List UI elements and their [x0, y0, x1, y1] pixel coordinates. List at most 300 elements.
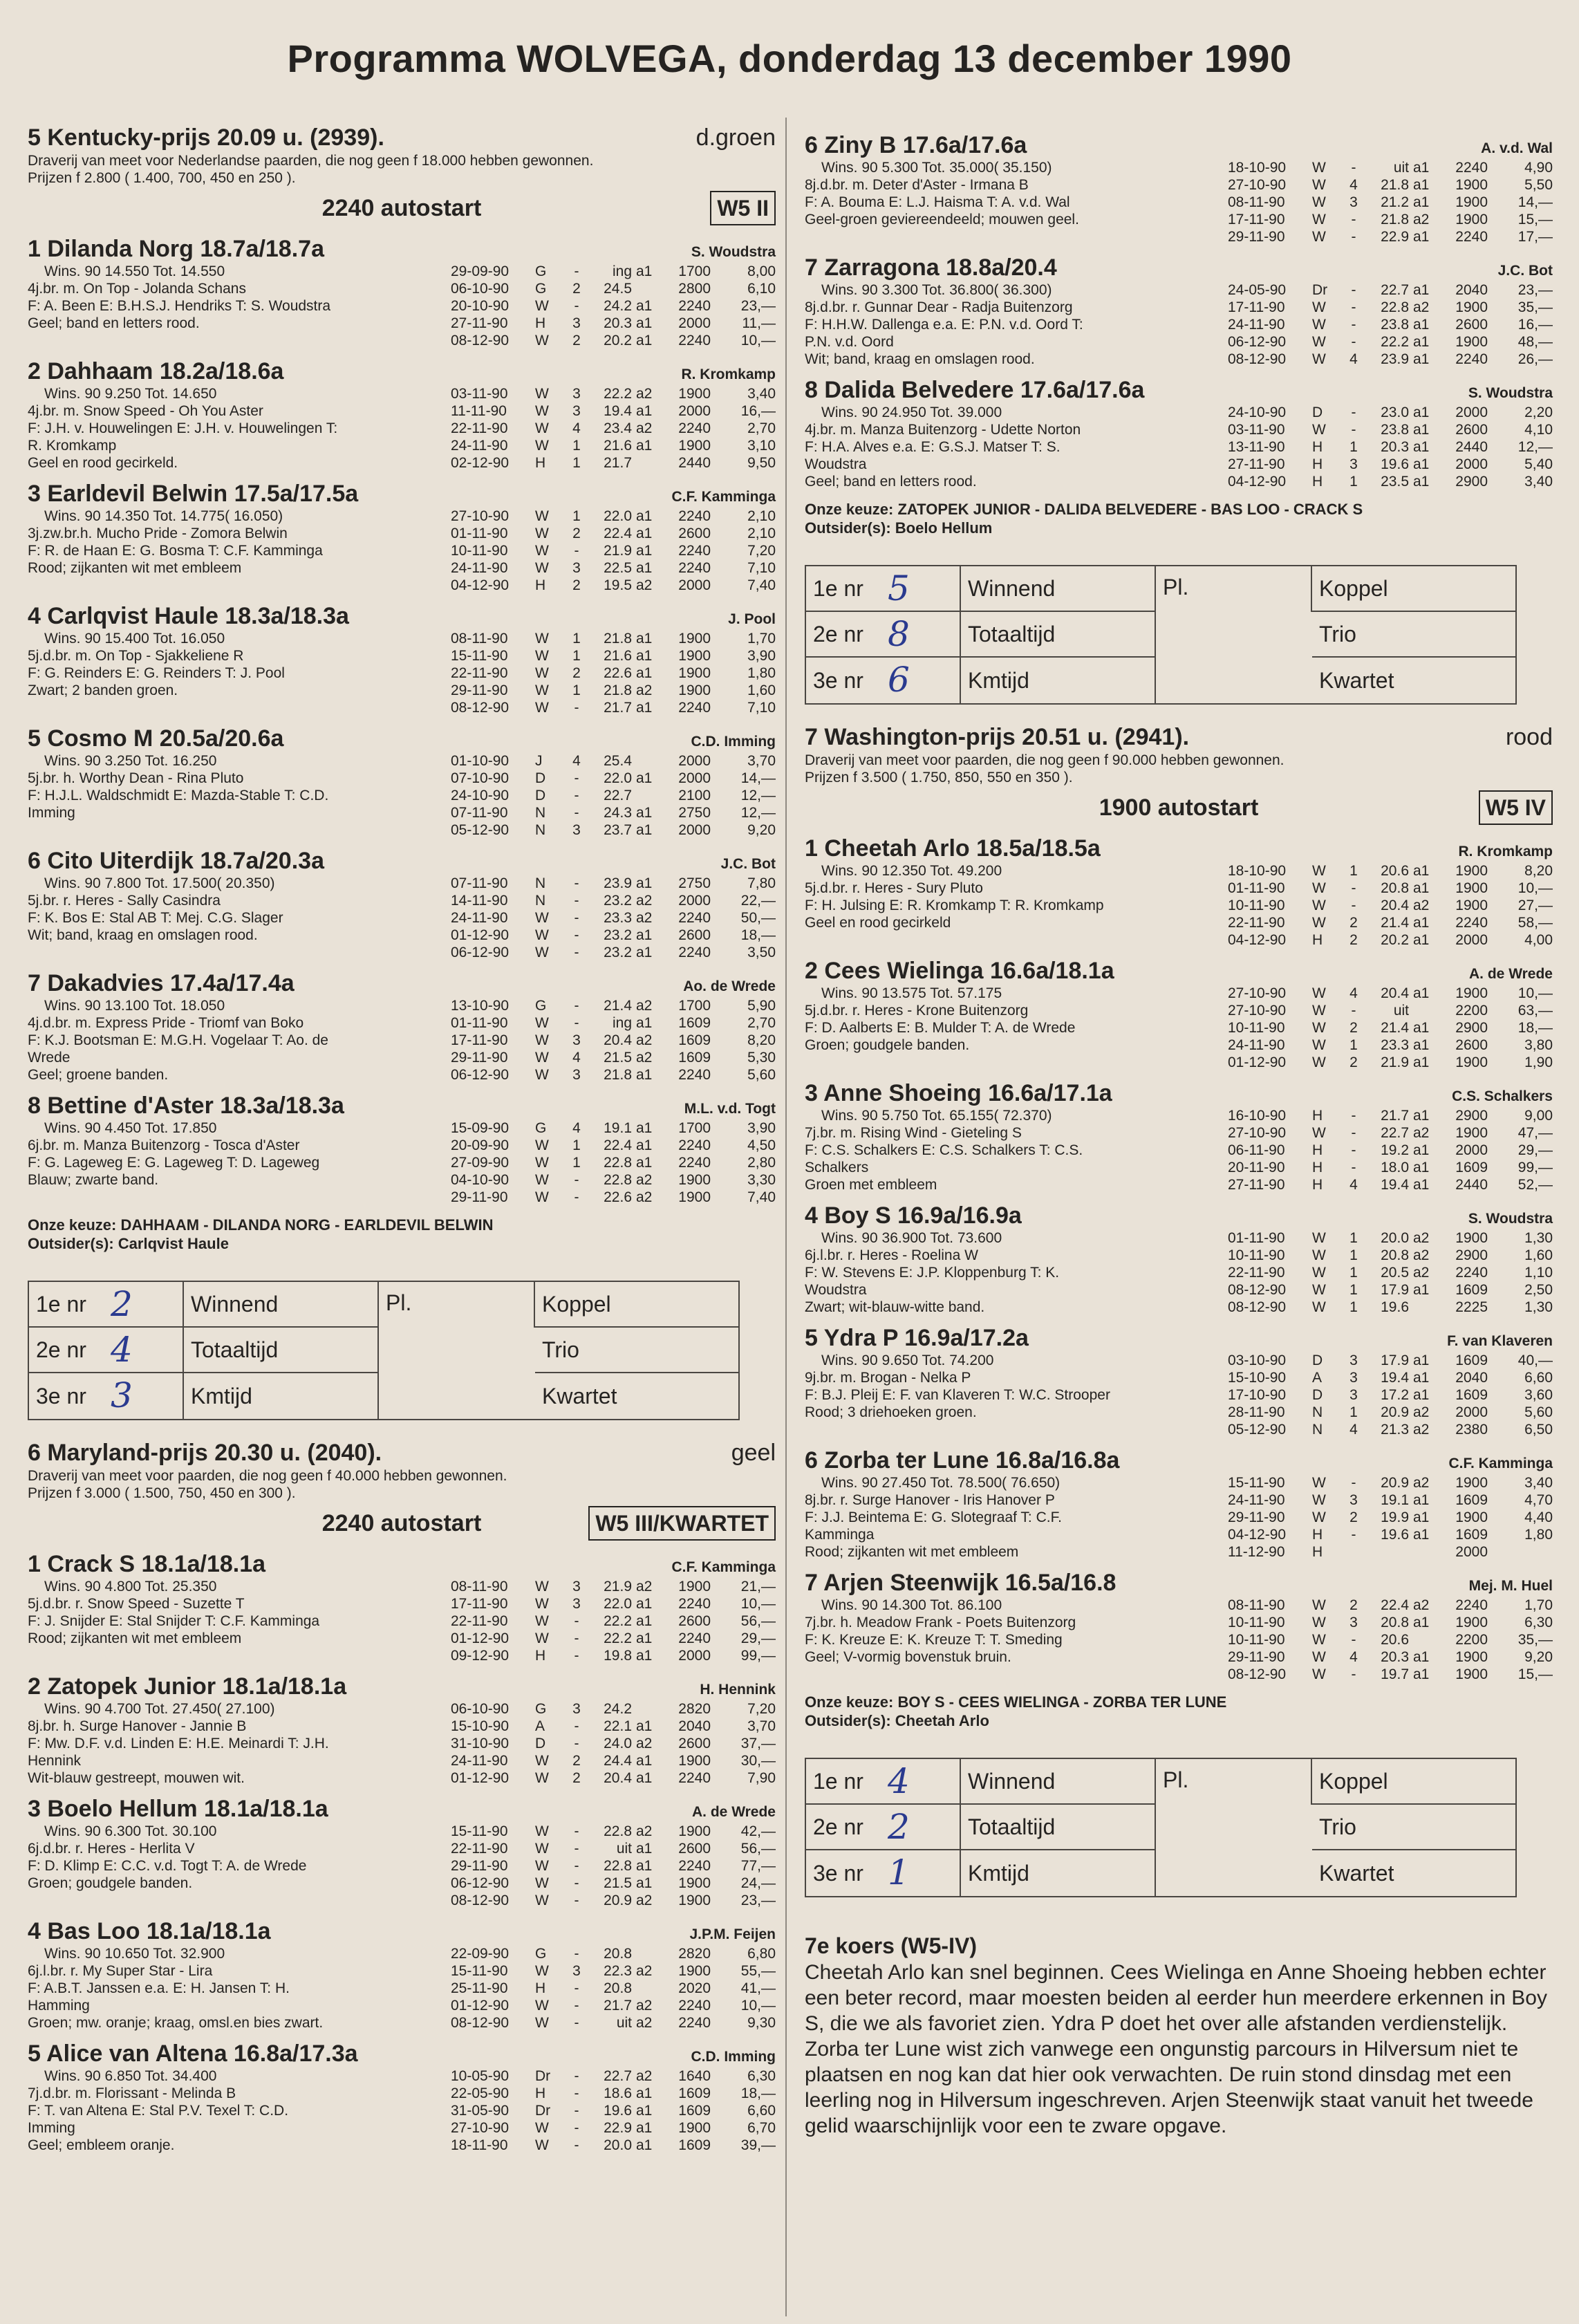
horse-info-line: Wins. 90 3.300 Tot. 36.800( 36.300)	[821, 282, 1052, 298]
race-cell: 19.1	[604, 1120, 632, 1136]
race-cell: 22.0	[604, 508, 632, 524]
race-row	[451, 1892, 776, 1909]
race-cell: a2	[1413, 1597, 1430, 1613]
race-cell: 2020	[678, 1980, 711, 1996]
race-cell: -	[1351, 229, 1356, 245]
horse-entry	[805, 1324, 1553, 1438]
race-cell: W	[535, 945, 549, 960]
result-kwartet-label: Kwartet	[542, 1383, 617, 1409]
horse-info	[805, 862, 1192, 949]
race-row	[451, 1049, 776, 1066]
race-cell: 9,20	[1524, 1649, 1553, 1665]
race-cell: 21.4	[1381, 1020, 1409, 1036]
race-cell: W	[535, 543, 549, 559]
race-cell: H	[1312, 456, 1323, 472]
race-row	[451, 1066, 776, 1084]
race-cell: 1	[1349, 439, 1358, 455]
horse-entry	[28, 357, 776, 472]
horse-info-line: Wins. 90 14.300 Tot. 86.100	[821, 1597, 1002, 1613]
horse-info-line: Imming	[28, 2120, 75, 2136]
race-cell	[1413, 1299, 1443, 1316]
horse-info-line: Geel; band en letters rood.	[805, 474, 977, 490]
horse-info-line: Wins. 90 4.800 Tot. 25.350	[44, 1579, 217, 1595]
race-cell: 10-11-90	[1228, 1020, 1285, 1036]
race-cell: 04-12-90	[451, 577, 510, 593]
race-cell: 15-11-90	[451, 648, 508, 664]
horse-info-line: F: K.J. Bootsman E: M.G.H. Vogelaar T: Ao. de	[28, 1032, 328, 1048]
race-cell: a2	[1413, 299, 1430, 315]
race-cell: 99,—	[740, 1648, 776, 1664]
horse-body	[805, 281, 1553, 368]
race-row	[1228, 333, 1553, 351]
race-cell: 24-10-90	[1228, 405, 1287, 420]
place-label-text: 1e nr	[813, 575, 863, 601]
horse-info-line: Wit; band, kraag en omslagen rood.	[28, 927, 258, 943]
race-cell: -	[1351, 1666, 1356, 1682]
race-history	[1228, 985, 1553, 1071]
race-cell: G	[535, 1120, 547, 1136]
race-cell: 22.2	[604, 1613, 632, 1629]
race-cell: 19.6	[1381, 456, 1409, 472]
race-cell: 35,—	[1517, 299, 1553, 315]
horse-body	[28, 630, 776, 716]
horse-info-line: Groen; mw. oranje; kraag, omsl.en bies zwart.	[28, 2015, 324, 2031]
race-cell: W	[535, 1858, 549, 1874]
race-cell: -	[574, 1736, 579, 1751]
race-cell: W	[535, 1032, 549, 1048]
race-cell: 1700	[678, 263, 711, 279]
race-cell: N	[535, 805, 546, 821]
horse-trainer: C.F. Kamminga	[671, 489, 776, 505]
race-cell: a1	[1413, 1509, 1430, 1525]
result-kmtijd-label: Kmtijd	[184, 1373, 379, 1419]
race-cell: a1	[636, 822, 653, 838]
race-cell: 2	[572, 281, 581, 297]
horse-info-line: F: A. Been E: B.H.S.J. Hendriks T: S. Woudstra	[28, 298, 331, 314]
race-cell: 1609	[678, 1050, 711, 1066]
horse-info	[28, 1823, 415, 1909]
horse-title: 1 Dilanda Norg 18.7a/18.7a	[28, 236, 324, 262]
horse-info	[805, 1474, 1192, 1561]
race-cell: W	[535, 648, 549, 664]
horse-info-line: Wins. 90 5.750 Tot. 65.155( 72.370)	[821, 1108, 1052, 1124]
race-history	[1228, 1107, 1553, 1193]
race-cell: 2,10	[747, 508, 776, 524]
race-cell: W	[535, 682, 549, 698]
race-cell: 5,40	[1524, 456, 1553, 472]
horse-header	[28, 1673, 776, 1700]
result-koppel-label: Koppel	[535, 1282, 740, 1328]
horse-entry	[805, 1447, 1553, 1561]
horse-entry	[805, 835, 1553, 949]
race-cell: 1609	[678, 2137, 711, 2153]
race-cell	[1488, 1543, 1553, 1561]
horse-entry	[28, 1092, 776, 1206]
handwritten-number: 1	[888, 1852, 910, 1893]
race-cell: 2000	[678, 822, 711, 838]
race-cell: -	[574, 1858, 579, 1874]
race-cell: 22.8	[1381, 299, 1409, 315]
race-cell: 11-12-90	[1228, 1544, 1285, 1560]
race-cell: 2600	[678, 1736, 711, 1751]
horse-body	[28, 1700, 776, 1787]
race-cell: 1900	[1455, 1230, 1488, 1246]
race-cell: 20.4	[604, 1770, 632, 1786]
race-cell: W	[1312, 160, 1326, 176]
race-cell: 1609	[678, 2085, 711, 2101]
race-cell: -	[1351, 334, 1356, 350]
race-cell: N	[1312, 1404, 1323, 1420]
race-cell: a1	[636, 1630, 653, 1646]
race-cell: a1	[636, 526, 653, 541]
race-cell: 21.8	[1381, 177, 1409, 193]
horse-header	[28, 1795, 776, 1823]
race-cell: N	[535, 875, 546, 891]
race-cell: 17-11-90	[1228, 299, 1285, 315]
race-row	[1228, 211, 1553, 228]
horse-info-line: Schalkers	[805, 1160, 869, 1175]
race-row	[451, 420, 776, 437]
race-cell: a1	[1413, 1666, 1430, 1682]
analysis-text: Cheetah Arlo kan snel beginnen. Cees Wielinga en Anne Shoeing hebben echter een beter record, maar moesten beiden al eerder hun meerdere erkennen in Boy S, die we als favoriet zien. Ydra P doet het over alle afstanden verdienstelijk. Zorba ter Lune wist zich vanwege een ongunstig parcours in Hilversum niet te plaatsen en nog kan dat hier ook verwachten. De ruin stond dinsdag met een leerling nog in Hilversum ingeschreven. Arjen Steenwijk staat vanuit het tweede gelid waarschijnlijk voor een te zware opgave.	[805, 1961, 1547, 2137]
race-cell: 1900	[1455, 299, 1488, 315]
race-cell: 22.7	[1381, 282, 1409, 298]
race-cell: 2240	[1455, 915, 1488, 931]
race-cell: 5,60	[1524, 1404, 1553, 1420]
horse-info-line: F: G. Reinders E: G. Reinders T: J. Pool	[28, 665, 285, 681]
race-cell: 2440	[1455, 1177, 1488, 1193]
race-cell: -	[1351, 1475, 1356, 1491]
handwritten-number: 4	[888, 1761, 910, 1801]
race-cell: 22.4	[604, 526, 632, 541]
race-cell: 47,—	[1517, 1125, 1553, 1141]
race-cell: a1	[1413, 317, 1430, 333]
race-cell: 41,—	[740, 1980, 776, 1996]
race-cell: 15-11-90	[451, 1823, 508, 1839]
race-cell: 3	[572, 315, 581, 331]
horse-info-line: 6j.l.br. r. My Super Star - Lira	[28, 1963, 213, 1979]
race-cell: a1	[1413, 915, 1430, 931]
race-cell: 7,10	[747, 560, 776, 576]
horse-info-line: 5j.d.br. r. Heres - Sury Pluto	[805, 880, 983, 896]
race-row	[1228, 1491, 1553, 1509]
race-history	[1228, 404, 1553, 490]
horse-info-line: 6j.d.br. r. Heres - Herlita V	[28, 1841, 195, 1857]
race-cell: 1609	[678, 2103, 711, 2119]
race-cell: 22.2	[1381, 334, 1409, 350]
race-cell: 1900	[678, 1189, 711, 1205]
horse-info-line: Rood; zijkanten wit met embleem	[805, 1544, 1019, 1560]
horse-info-line: Wit; band, kraag en omslagen rood.	[805, 351, 1035, 367]
race-cell: 20.2	[1381, 932, 1409, 948]
horse-header	[28, 357, 776, 385]
race-cell: 06-10-90	[451, 1701, 510, 1717]
race-cell: 19.6	[604, 2103, 632, 2119]
handwritten-number: 2	[111, 1284, 133, 1324]
race-cell: 10-11-90	[1228, 1632, 1285, 1648]
race-cell: 22.0	[604, 770, 632, 786]
race-cell: a2	[1413, 1404, 1430, 1420]
race-cell: -	[574, 1875, 579, 1891]
race-cell: 24-10-90	[451, 788, 510, 803]
horse-info-line: 7j.br. m. Rising Wind - Gieteling S	[805, 1125, 1022, 1141]
race-cell: 10,—	[740, 333, 776, 348]
race-cell: 01-12-90	[451, 1770, 510, 1786]
horse-info	[28, 1119, 415, 1206]
race-cell: 6,70	[747, 2120, 776, 2136]
race-cell: 29-11-90	[451, 682, 508, 698]
race-cell: 1609	[1455, 1492, 1488, 1508]
race-cell: 23,—	[740, 1893, 776, 1908]
race-cell: 24-11-90	[451, 438, 508, 454]
race-cell: 10,—	[1517, 985, 1553, 1001]
horse-header	[28, 969, 776, 997]
race-cell: a1	[636, 700, 653, 716]
race-cell: W	[1312, 422, 1326, 438]
race-row	[1228, 1597, 1553, 1614]
race-cell: 08-12-90	[451, 333, 510, 348]
result-kwartet-label: Kwartet	[1319, 1860, 1394, 1886]
result-place-label	[806, 1850, 961, 1896]
horse-entry	[28, 480, 776, 594]
race-cell: 13-10-90	[451, 998, 510, 1014]
horse-body	[28, 1945, 776, 2032]
race-cell: 24.2	[604, 298, 632, 314]
race-cell: W	[1312, 1597, 1326, 1613]
horse-entry	[805, 1202, 1553, 1316]
race-cell: a1	[636, 1067, 653, 1083]
race-cell: 20.9	[1381, 1404, 1409, 1420]
race-cell: 39,—	[740, 2137, 776, 2153]
race-cell: W	[535, 298, 549, 314]
result-place-label	[29, 1373, 184, 1419]
race-cell: 2440	[678, 455, 711, 471]
race-cell: W	[1312, 1020, 1326, 1036]
race-cell: 03-11-90	[451, 386, 508, 402]
horse-info	[28, 508, 415, 594]
race-heading	[805, 723, 1553, 752]
race-cell: uit	[1393, 1003, 1409, 1019]
result-place-label	[806, 1759, 961, 1805]
race-cell: 3	[572, 1032, 581, 1048]
race-cell: 3,50	[747, 945, 776, 960]
race-cell: a1	[1413, 456, 1430, 472]
horse-title: 3 Earldevil Belwin 17.5a/17.5a	[28, 481, 359, 507]
race-cell: H	[1312, 1177, 1323, 1193]
race-cell: 27-10-90	[1228, 985, 1287, 1001]
race-cell: 01-12-90	[451, 1630, 510, 1646]
race-cell: H	[1312, 1544, 1323, 1560]
race-cell: 56,—	[740, 1841, 776, 1857]
race-history	[1228, 1597, 1553, 1683]
race-cell: W	[535, 1875, 549, 1891]
race-row	[1228, 1648, 1553, 1666]
race-cell: 04-12-90	[1228, 932, 1287, 948]
race-cell: 1900	[1455, 1509, 1488, 1525]
race-cell: 27-10-90	[451, 508, 510, 524]
horse-info-line: Rood; zijkanten wit met embleem	[28, 1630, 242, 1646]
horse-title: 6 Zorba ter Lune 16.8a/16.8a	[805, 1447, 1120, 1474]
race-cell: -	[1351, 898, 1356, 913]
race-cell: 7,20	[747, 1701, 776, 1717]
race-row	[451, 297, 776, 315]
horse-info-line: Wins. 90 14.550 Tot. 14.550	[44, 263, 225, 279]
horse-info-line: F: D. Klimp E: C.C. v.d. Togt T: A. de Wrede	[28, 1858, 307, 1874]
race-cell: 1,10	[1524, 1265, 1553, 1281]
race-section	[28, 1438, 776, 2154]
race-cell: 22.8	[604, 1858, 632, 1874]
race-cell: 10-11-90	[1228, 1615, 1285, 1630]
race-cell: W	[1312, 1054, 1326, 1070]
horse-info-line: F: W. Stevens E: J.P. Kloppenburg T: K.	[805, 1265, 1060, 1281]
race-cell: -	[574, 2120, 579, 2136]
race-cell: 24-05-90	[1228, 282, 1287, 298]
race-cell: 2240	[678, 2015, 711, 2031]
horse-title: 1 Crack S 18.1a/18.1a	[28, 1551, 266, 1577]
horse-entry	[28, 1550, 776, 1664]
race-cell: 06-12-90	[451, 1875, 510, 1891]
race-row	[451, 577, 776, 594]
race-cell: 2240	[678, 1770, 711, 1786]
race-cell: W	[1312, 1003, 1326, 1019]
horse-trainer: C.F. Kamminga	[1448, 1456, 1553, 1471]
race-cell: 99,—	[1517, 1160, 1553, 1175]
race-cell: a2	[636, 1893, 653, 1908]
race-cell: a1	[636, 333, 653, 348]
horse-header	[28, 602, 776, 630]
horse-trainer: R. Kromkamp	[1458, 844, 1553, 859]
race-cell: a1	[636, 438, 653, 454]
race-cell: 20.0	[1381, 1230, 1409, 1246]
race-cell: W	[1312, 1230, 1326, 1246]
race-cell: 2240	[678, 1137, 711, 1153]
result-place-label	[806, 566, 961, 612]
race-cell: D	[1312, 405, 1323, 420]
horse-info	[805, 1107, 1192, 1193]
race-cell: a1	[636, 1155, 653, 1171]
race-cell: 24.3	[604, 805, 632, 821]
horse-trainer: S. Woudstra	[1468, 385, 1553, 401]
race-section	[28, 123, 776, 1420]
race-row	[1228, 1124, 1553, 1142]
race-cell: 1	[572, 455, 581, 471]
race-cell: H	[1312, 474, 1323, 490]
race-row	[451, 2102, 776, 2119]
race-cell: 01-12-90	[1228, 1054, 1287, 1070]
race-cell: a1	[636, 508, 653, 524]
race-cell: 2000	[1455, 456, 1488, 472]
race-cell: 2240	[1455, 1597, 1488, 1613]
race-cell: 19.4	[604, 403, 632, 419]
race-cell: 19.6	[1381, 1527, 1409, 1543]
race-cell: W	[535, 1893, 549, 1908]
race-cell: 1900	[1455, 1125, 1488, 1141]
race-row	[451, 280, 776, 297]
race-row	[451, 508, 776, 525]
race-cell: 2000	[1455, 932, 1488, 948]
race-cell: a1	[1413, 177, 1430, 193]
race-cell: 22.7	[604, 2068, 632, 2084]
result-place-label	[29, 1328, 184, 1373]
race-cell: 01-11-90	[451, 1015, 508, 1031]
race-cell: 1,90	[1524, 1054, 1553, 1070]
race-cell: 2240	[678, 298, 711, 314]
horse-entry	[28, 602, 776, 716]
horse-info-line: Hamming	[28, 1998, 90, 2014]
race-cell: a2	[1413, 1125, 1430, 1141]
race-cell: 52,—	[1517, 1177, 1553, 1193]
race-cell: 2000	[678, 1648, 711, 1664]
race-cell: 2240	[678, 560, 711, 576]
race-cell: 21.8	[604, 631, 632, 647]
race-cell: 2240	[678, 700, 711, 716]
race-cell: a1	[636, 2137, 653, 2153]
horse-trainer: Mej. M. Huel	[1468, 1578, 1553, 1594]
race-cell: 1	[572, 648, 581, 664]
race-cell: 2040	[1455, 282, 1488, 298]
race-cell: -	[574, 2103, 579, 2119]
horse-info	[28, 630, 415, 716]
race-cell: 9,00	[1524, 1108, 1553, 1124]
horse-trainer: J.C. Bot	[1497, 263, 1553, 279]
race-cell: H	[535, 577, 546, 593]
race-row	[1228, 351, 1553, 368]
race-row	[451, 1154, 776, 1171]
horse-entry	[805, 131, 1553, 245]
race-cell: 12,—	[1517, 439, 1553, 455]
horse-info-line: 5j.d.br. r. Snow Speed - Suzette T	[28, 1596, 245, 1612]
race-cell: 23.9	[1381, 351, 1409, 367]
handwritten-number: 2	[888, 1807, 910, 1847]
race-cell: 19.7	[1381, 1666, 1409, 1682]
horse-info-line: 5j.d.br. r. Heres - Krone Buitenzorg	[805, 1003, 1029, 1019]
race-cell: G	[535, 263, 547, 279]
race-cell: 11-11-90	[451, 403, 507, 419]
result-kmtijd-label: Kmtijd	[961, 658, 1156, 703]
race-row	[1228, 1159, 1553, 1176]
race-cell: 17-11-90	[1228, 212, 1285, 227]
race-cell: a1	[1413, 1615, 1430, 1630]
race-cell: -	[1351, 1527, 1356, 1543]
race-history	[451, 1945, 776, 2032]
race-row	[1228, 228, 1553, 245]
race-cell: -	[1351, 282, 1356, 298]
race-cell: 2240	[1455, 229, 1488, 245]
race-cell: 3	[572, 386, 581, 402]
race-cell: a2	[636, 2068, 653, 2084]
race-cell: a2	[636, 420, 653, 436]
onze-keuze: Onze keuze: BOY S - CEES WIELINGA - ZORBA TER LUNE	[805, 1693, 1227, 1711]
horse-info-line: F: C.S. Schalkers E: C.S. Schalkers T: C.S.	[805, 1142, 1083, 1158]
race-cell: H	[1312, 1108, 1323, 1124]
race-cell: 2,20	[1524, 405, 1553, 420]
race-cell: Dr	[535, 2068, 551, 2084]
page-title: Programma WOLVEGA, donderdag 13 december 1990	[287, 37, 1292, 80]
horse-title: 2 Cees Wielinga 16.6a/18.1a	[805, 958, 1114, 984]
race-cell: W	[535, 910, 549, 926]
race-cell: 2240	[678, 1155, 711, 1171]
race-cell: 37,—	[740, 1736, 776, 1751]
race-cell: 1900	[678, 2120, 711, 2136]
race-cell: a1	[1413, 1282, 1430, 1298]
race-cell	[636, 787, 666, 804]
race-row	[451, 1171, 776, 1189]
race-cell: W	[535, 1067, 549, 1083]
race-cell: 1	[572, 682, 581, 698]
race-cell: a2	[636, 386, 653, 402]
horse-entry	[805, 1079, 1553, 1193]
horse-info-line: 5j.br. h. Worthy Dean - Rina Pluto	[28, 770, 244, 786]
